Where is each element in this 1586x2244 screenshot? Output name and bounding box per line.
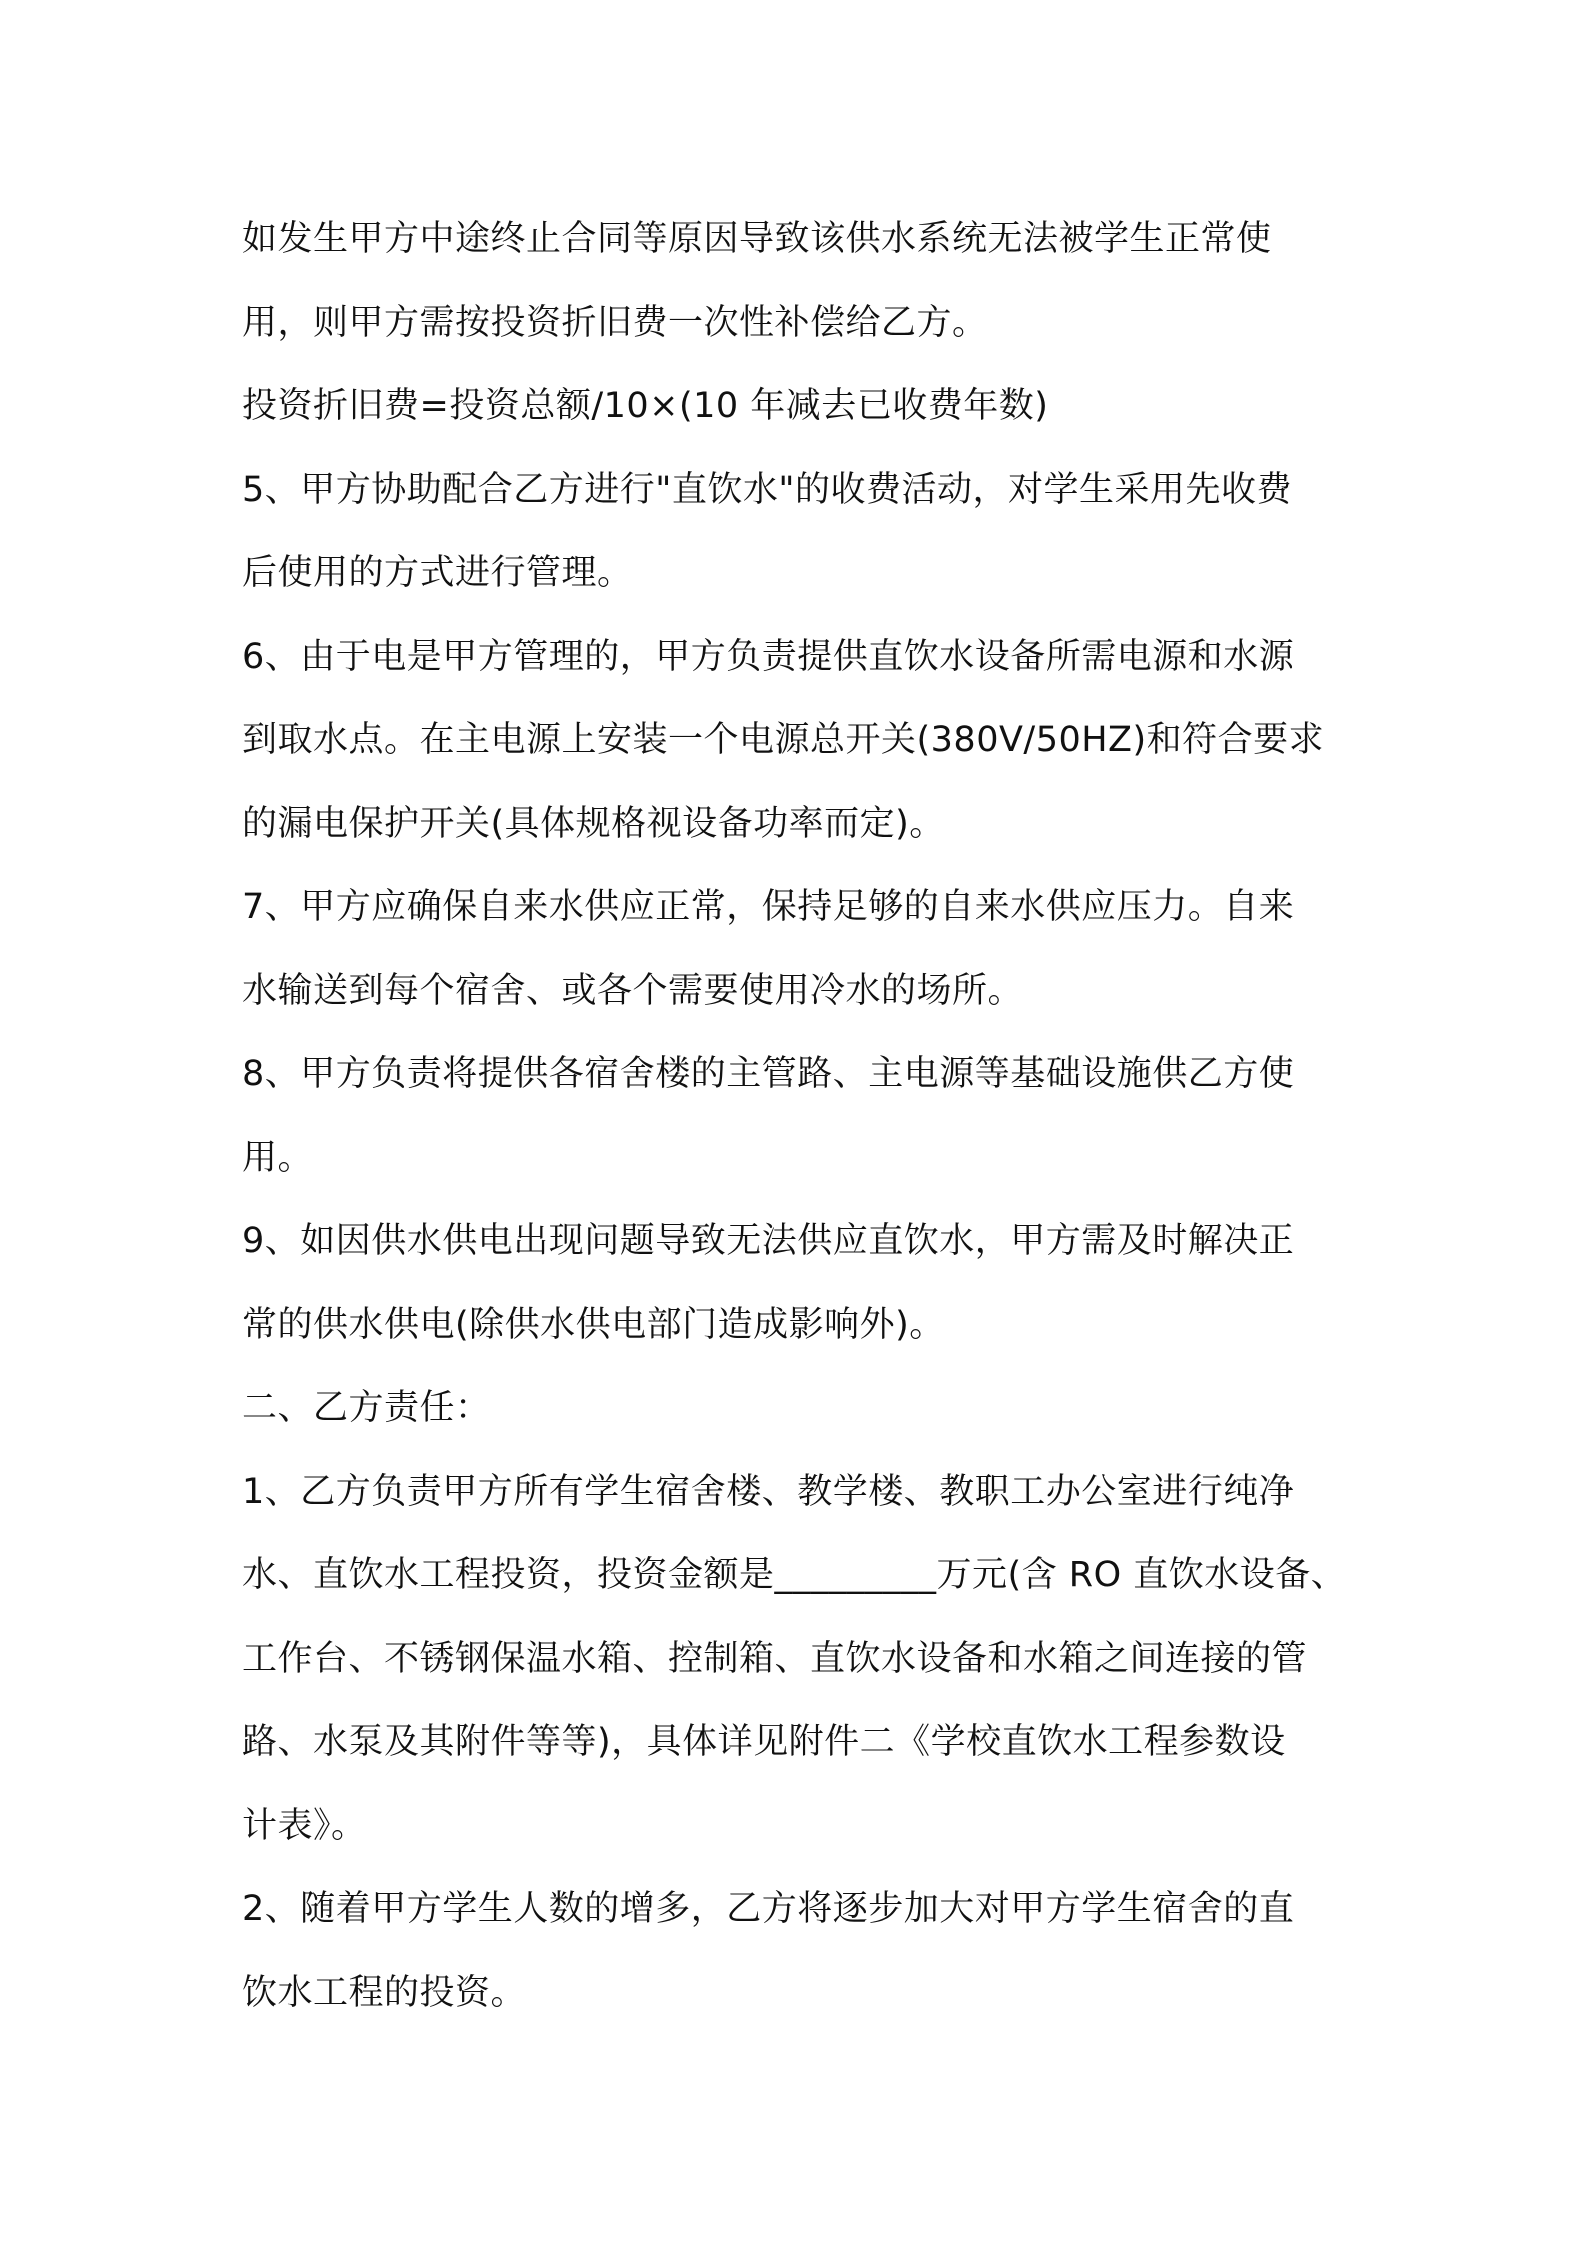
text-line: 用。 [242, 1137, 314, 1178]
text-line: 水输送到每个宿舍、或各个需要使用冷水的场所。 [242, 970, 1024, 1011]
text-line: 的漏电保护开关(具体规格视设备功率而定)。 [242, 803, 945, 844]
document-body [242, 198, 1352, 2035]
text-line: 5、甲方协助配合乙方进行"直饮水"的收费活动，对学生采用先收费 [242, 469, 1292, 510]
text-line: 2、随着甲方学生人数的增多，乙方将逐步加大对甲方学生宿舍的直 [242, 1889, 1295, 1929]
text-line: 水、直饮水工程投资，投资金额是_________万元(含 RO 直饮水设备、 [242, 1555, 1347, 1595]
text-line: 计表》。 [242, 1805, 367, 1846]
section-heading: 二、乙方责任： [242, 1388, 491, 1428]
text-line: 饮水工程的投资。 [242, 1972, 527, 2013]
text-line: 用，则甲方需按投资折旧费一次性补偿给乙方。 [242, 302, 988, 343]
text-line: 工作台、不锈钢保温水箱、控制箱、直饮水设备和水箱之间连接的管 [242, 1638, 1308, 1679]
text-line: 如发生甲方中途终止合同等原因导致该供水系统无法被学生正常使 [242, 219, 1272, 259]
text-line: 7、甲方应确保自来水供应正常，保持足够的自来水供应压力。自来 [242, 887, 1295, 927]
text-line: 常的供水供电(除供水供电部门造成影响外)。 [242, 1304, 945, 1345]
text-line: 9、如因供水供电出现问题导致无法供应直饮水，甲方需及时解决正 [242, 1221, 1295, 1261]
text-line: 到取水点。在主电源上安装一个电源总开关(380V/50HZ)和符合要求 [242, 720, 1325, 760]
text-line: 6、由于电是甲方管理的，甲方负责提供直饮水设备所需电源和水源 [242, 636, 1295, 677]
text-line: 1、乙方负责甲方所有学生宿舍楼、教学楼、教职工办公室进行纯净 [242, 1471, 1295, 1512]
text-line: 8、甲方负责将提供各宿舍楼的主管路、主电源等基础设施供乙方使 [242, 1054, 1295, 1094]
text-line: 后使用的方式进行管理。 [242, 553, 633, 593]
text-line: 投资折旧费=投资总额/10×(10 年减去已收费年数) [242, 386, 1049, 426]
text-line: 路、水泵及其附件等等)，具体详见附件二《学校直饮水工程参数设 [242, 1722, 1286, 1762]
